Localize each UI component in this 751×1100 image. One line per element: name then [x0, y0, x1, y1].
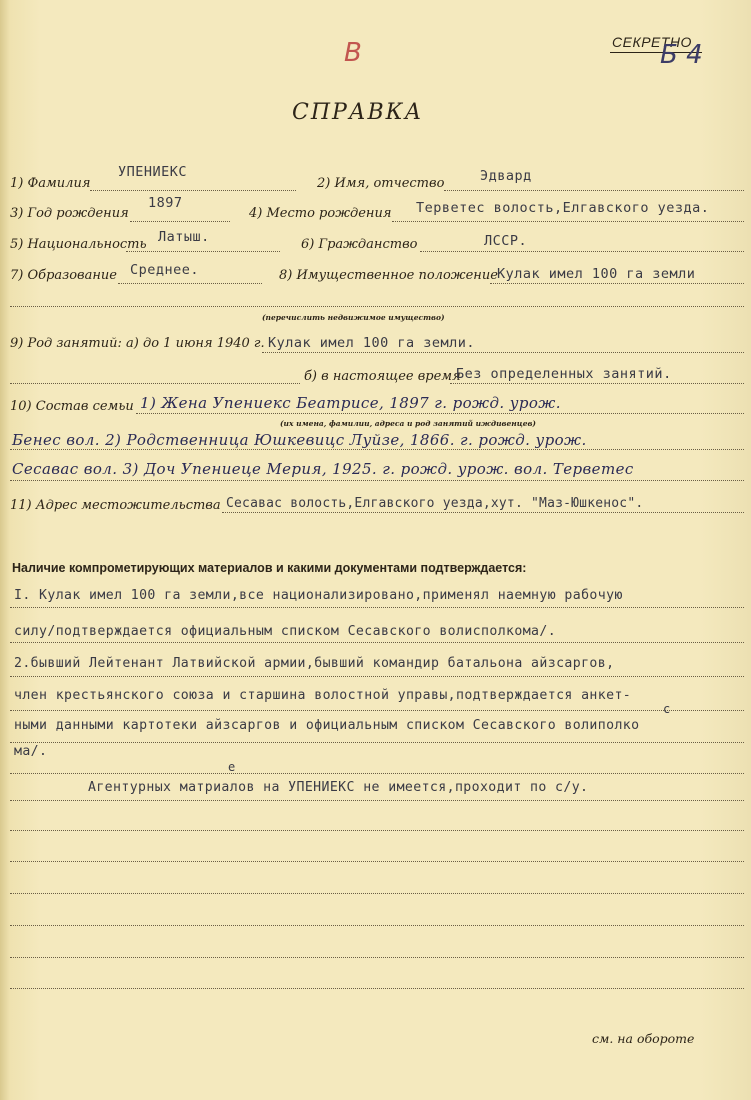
correction-letter-c: с	[663, 702, 671, 716]
body-line-13	[10, 988, 744, 989]
page-title: СПРАВКА	[292, 100, 424, 125]
family-member-3: Сесавас вол. 3) Доч Упениеце Мерия, 1925. г. рожд. урож. вол. Терветес	[12, 460, 634, 478]
name-label: 2) Имя, отчество	[317, 176, 445, 191]
body-line-1	[10, 607, 744, 608]
occupation-a-line	[262, 352, 744, 353]
occupation-b-label: б) в настоящее время	[304, 369, 461, 384]
property-label: 8) Имущественное положение	[279, 268, 498, 283]
occupation-a-value: Кулак имел 100 га земли.	[268, 335, 476, 351]
body-line-10	[10, 893, 744, 894]
family-label: 10) Состав семьи	[10, 399, 134, 414]
birth-place-label: 4) Место рождения	[249, 206, 392, 221]
nationality-value: Латыш.	[158, 229, 210, 245]
address-label: 11) Адрес местожительства	[10, 498, 221, 513]
family-line-1	[136, 413, 744, 414]
occupation-b-value: Без определенных занятий.	[456, 366, 672, 382]
citizenship-line	[420, 251, 744, 252]
family-line-3	[10, 480, 744, 481]
family-member-1: 1) Жена Упениекс Беатрисе, 1897 г. рожд. урож.	[140, 394, 561, 412]
property-caption: (перечислить недвижимое имущество)	[262, 313, 445, 322]
correction-letter-e: е	[228, 760, 236, 774]
pencil-letter-mark: В	[344, 38, 362, 68]
body-line-6	[10, 773, 744, 774]
education-line	[118, 283, 262, 284]
nationality-label: 5) Национальность	[10, 237, 147, 252]
see-reverse-note: см. на обороте	[592, 1031, 695, 1046]
occupation-a-label: 9) Род занятий: а) до 1 июня 1940 г.	[10, 336, 265, 351]
body-line-4	[10, 710, 744, 711]
occupation-b-leading-line	[10, 383, 300, 384]
body-line-9	[10, 861, 744, 862]
property-line	[490, 283, 744, 284]
birth-place-value: Терветес волость,Елгавского уезда.	[416, 200, 710, 216]
surname-line	[90, 190, 296, 191]
citizenship-value: ЛССР.	[484, 233, 528, 249]
archive-marks: Б 4	[660, 40, 703, 70]
body-line-12	[10, 957, 744, 958]
body-line-8	[10, 830, 744, 831]
property-extra-line	[10, 306, 744, 307]
compromising-heading: Наличие компрометирующих материалов и какими документами подтверждается:	[12, 561, 527, 575]
name-value: Эдвард	[480, 168, 532, 184]
family-line-2	[10, 449, 744, 450]
birth-place-line	[392, 221, 744, 222]
birth-year-label: 3) Год рождения	[10, 206, 129, 221]
address-value: Сесавас волость,Елгавского уезда,хут. "Маз-Юшкенос".	[226, 496, 644, 511]
compromising-line-6: ма/.	[14, 744, 48, 759]
family-caption: (их имена, фамилии, адреса и род занятий иждивенцев)	[280, 419, 536, 428]
family-member-2: Бенес вол. 2) Родственница Юшкевицс Луйзе, 1866. г. рожд. урож.	[12, 431, 587, 449]
address-line	[222, 512, 744, 513]
birth-year-value: 1897	[148, 195, 183, 211]
secret-label: СЕКРЕТНО	[612, 34, 692, 50]
nationality-line	[126, 251, 280, 252]
body-line-11	[10, 925, 744, 926]
citizenship-label: 6) Гражданство	[301, 237, 418, 252]
compromising-line-3: 2.бывший Лейтенант Латвийской армии,бывший командир батальона айзсаргов,	[14, 656, 615, 671]
surname-label: 1) Фамилия	[10, 176, 91, 191]
compromising-line-4: член крестьянского союза и старшина волостной управы,подтверждается анкет-	[14, 688, 632, 703]
compromising-line-1: I. Кулак имел 100 га земли,все национализировано,применял наемную рабочую	[14, 588, 623, 603]
body-line-2	[10, 642, 744, 643]
compromising-line-5: ными данными картотеки айзсаргов и официальным списком Сесавского волиполко	[14, 718, 640, 733]
body-line-3	[10, 676, 744, 677]
education-label: 7) Образование	[10, 268, 118, 283]
name-line	[444, 190, 744, 191]
surname-value: УПЕНИЕКС	[118, 164, 188, 180]
agent-materials-line: Агентурных матриалов на УПЕНИЕКС не имеется,проходит по с/у.	[88, 780, 589, 795]
compromising-line-2: силу/подтверждается официальным списком Сесавского волисполкома/.	[14, 624, 557, 639]
birth-year-line	[130, 221, 230, 222]
body-line-5	[10, 742, 744, 743]
education-value: Среднее.	[130, 262, 200, 278]
property-value: Кулак имел 100 га земли	[497, 266, 696, 282]
body-line-7	[10, 800, 744, 801]
occupation-b-line	[450, 383, 744, 384]
